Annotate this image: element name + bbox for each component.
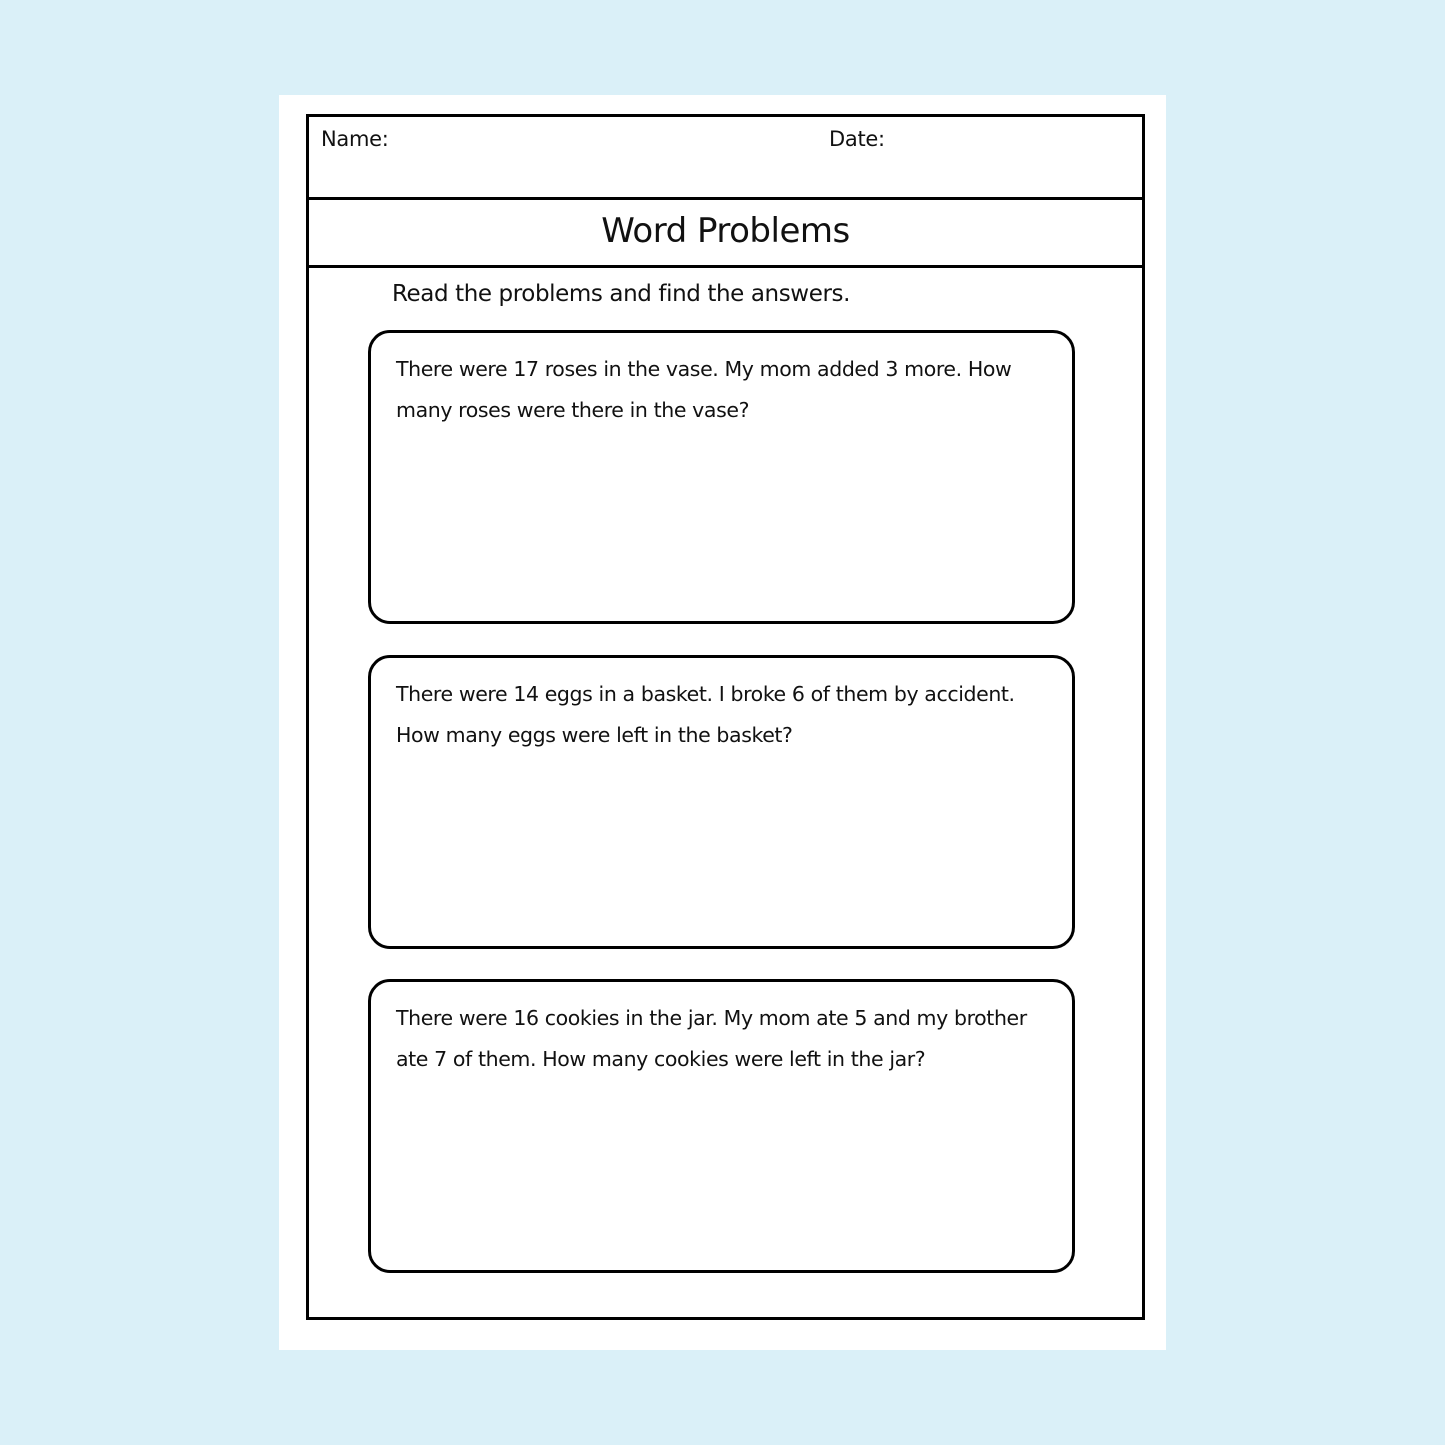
header-row xyxy=(309,117,1142,200)
problem-text-1: There were 17 roses in the vase. My mom added 3 more. How many roses were there in the vase? xyxy=(396,357,1012,422)
instructions-text: Read the problems and find the answers. xyxy=(392,281,851,307)
title-row xyxy=(309,200,1142,268)
worksheet-frame xyxy=(306,114,1145,1320)
problem-box-2 xyxy=(368,655,1075,949)
problem-text-3: There were 16 cookies in the jar. My mom ate 5 and my brother ate 7 of them. How many cookies were left in the jar? xyxy=(396,1006,1027,1071)
problem-box-3 xyxy=(368,979,1075,1273)
date-label: Date: xyxy=(829,127,885,151)
problem-box-1 xyxy=(368,330,1075,624)
name-label: Name: xyxy=(321,127,389,151)
problem-text-2: There were 14 eggs in a basket. I broke 6 of them by accident. How many eggs were left in the basket? xyxy=(396,682,1015,747)
page-title: Word Problems xyxy=(601,210,850,251)
